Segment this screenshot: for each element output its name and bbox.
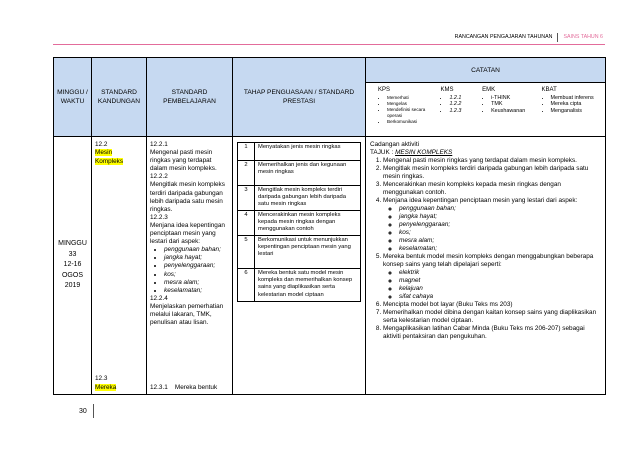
ls-text-1: Mengenal pasti mesin ringkas yang terdapat dalam mesin kompleks.	[150, 149, 217, 173]
list-item: • Memerhati	[387, 95, 440, 101]
week-number: 33	[68, 250, 77, 258]
level-text: Menyatakan jenis mesin ringkas	[255, 143, 361, 161]
content-standard-cell	[92, 137, 147, 395]
level-number: 1	[238, 143, 255, 161]
activity-7: 7. Memerihalkan model dibina dengan kaitan konsep sains yang diaplikasikan serta kelestarian model ciptaan.	[383, 309, 601, 325]
list-item: ◦ kelajuan	[399, 285, 601, 293]
tajuk-value: MESIN KOMPLEKS	[395, 149, 453, 156]
page-header	[340, 31, 603, 43]
notes-cell	[366, 137, 606, 395]
list-item: • mesra alam;	[164, 279, 229, 287]
doc-title: RANCANGAN PENGAJARAN TAHUNAN	[455, 33, 559, 42]
activity-2: 2. Mengitlak mesin kompleks terdiri daripada gabungan lebih daripada satu mesin ringkas.	[383, 165, 601, 181]
performance-table	[237, 142, 361, 302]
list-item: • 1.2.3	[449, 108, 482, 115]
list-item: • Mendefinisi secara operasi	[387, 107, 440, 119]
ls-code-2: 12.2.2	[150, 173, 168, 181]
col-content-standard-header: STANDARD KANDUNGAN	[92, 58, 147, 137]
activity-5: Mereka bentuk model mesin kompleks dengan menggabungkan beberapa konsep sains yang telah dipelajari seperti:	[383, 253, 594, 268]
activity-8: 8. Mengaplikasikan latihan Cabar Minda (Buku Teks ms 206-207) sebagai aktiviti pentaksiran dan pengukuhan.	[383, 325, 601, 341]
list-item: • 1.2.1	[449, 95, 482, 102]
ls-code-4: 12.2.4	[150, 294, 168, 302]
table-row	[238, 211, 361, 236]
list-item: • keselamatan;	[164, 287, 229, 295]
notes-title: Cadangan aktiviti	[370, 141, 420, 148]
table-row	[238, 161, 361, 186]
week-label: MINGGU	[58, 240, 87, 248]
learning-standard-cell	[147, 137, 233, 395]
table-row	[238, 236, 361, 269]
list-item: • i-THINK	[491, 95, 541, 102]
header-divider	[53, 44, 605, 45]
level-text: Mengitlak mesin kompleks terdiri daripada gabungan lebih daripada satu mesin ringkas	[255, 186, 361, 211]
list-item: • Menganalisis	[551, 108, 601, 115]
list-item: • Berkomunikasi	[387, 119, 440, 125]
list-item: ◦ sifat cahaya	[399, 293, 601, 301]
col-notes-header: CATATAN	[366, 58, 606, 83]
ls-text-2: Mengitlak mesin kompleks terdiri daripada gabungan lebih daripada satu mesin ringkas.	[150, 181, 225, 213]
ls-text-3: Menjana idea kepentingan penciptaan mesin yang lestari dari aspek:	[150, 221, 225, 246]
level-text: Berkomunikasi untuk menunjukkan kepentingan penciptaan mesin yang lestari	[255, 236, 361, 269]
col-performance-header: TAHAP PENGUASAAN / STANDARD PRESTASI	[233, 58, 366, 137]
level-number: 3	[238, 186, 255, 211]
col-week-header: MINGGU / WAKTU	[54, 58, 92, 137]
ls-next: 12.3.1 Mereka bentuk	[150, 383, 218, 391]
activity-3: 3. Mencerakinkan mesin kompleks kepada mesin ringkas dengan menggunakan contoh.	[383, 181, 601, 197]
list-item: ◦ keselamatan;	[399, 245, 601, 253]
week-month: OGOS	[61, 271, 83, 279]
table-row	[238, 186, 361, 211]
level-number: 5	[238, 236, 255, 269]
level-text: Mereka bentuk satu model mesin kompleks dan memerihalkan konsep sains yang diaplikasikan serta kelestarian model ciptaan	[255, 269, 361, 302]
activity-4: Menjana idea kepentingan penciptaan mesin yang lestari dari aspek:	[383, 197, 578, 204]
list-item: ◦ magnet	[399, 277, 601, 285]
list-item: ◦ penggunaan bahan;	[399, 205, 601, 213]
kps-title: KPS	[378, 87, 391, 93]
level-number: 2	[238, 161, 255, 186]
content-std-title-2: Kompleks	[95, 157, 124, 165]
activity-6: 6. Mencipta model bot layar (Buku Teks ms 203)	[383, 301, 601, 309]
emk-title: EMK	[482, 87, 496, 93]
level-text: Mencerakinkan mesin kompleks kepada mesin ringkas dengan menggunakan contoh	[255, 211, 361, 236]
content-std-title-1: Mesin	[95, 149, 113, 157]
list-item: • Mereka cipta	[551, 101, 601, 108]
list-item: ◦ kos;	[399, 229, 601, 237]
list-item: ◦ jangka hayat;	[399, 213, 601, 221]
kbat-title: KBAT	[541, 87, 557, 93]
list-item: ◦ elektrik	[399, 269, 601, 277]
level-text: Memerihalkan jenis dan kegunaan mesin ringkas	[255, 161, 361, 186]
table-row	[238, 269, 361, 302]
list-item: • Mengelas	[387, 101, 440, 107]
next-content-std-code: 12.3	[95, 375, 108, 383]
performance-cell	[233, 137, 366, 395]
list-item: ◦ penyelenggaraan;	[399, 221, 601, 229]
week-year: 2019	[64, 282, 81, 290]
list-item: • jangka hayat;	[164, 254, 229, 262]
next-content-std-title: Mereka	[95, 383, 117, 391]
table-row	[238, 143, 361, 161]
list-item: • TMK	[491, 101, 541, 108]
ls-code-3: 12.2.3	[150, 213, 168, 221]
list-item: • penyelenggaraan;	[164, 262, 229, 270]
content-std-code: 12.2	[95, 141, 108, 148]
footer-divider	[93, 404, 94, 418]
list-item: • Keushawanan	[491, 108, 541, 115]
subject-label: SAINS TAHUN 6	[563, 34, 603, 40]
tajuk-label: TAJUK :	[370, 149, 396, 156]
week-cell	[54, 137, 92, 395]
col-learning-standard-header: STANDARD PEMBELAJARAN	[147, 58, 233, 137]
list-item: ◦ mesra alam;	[399, 237, 601, 245]
list-item: • kos;	[164, 271, 229, 279]
list-item: • 1.2.2	[449, 101, 482, 108]
level-number: 6	[238, 269, 255, 302]
level-number: 4	[238, 211, 255, 236]
ls-text-4: Menjelaskan pemerhatian melalui lakaran, TMK, penulisan atau lisan.	[150, 302, 224, 327]
week-dates: 12-16	[63, 261, 82, 269]
list-item: • penggunaan bahan;	[164, 246, 229, 254]
ls-code-1: 12.2.1	[150, 141, 168, 148]
page-footer	[79, 404, 94, 418]
notes-skills-box	[366, 83, 606, 137]
kms-title: KMS	[440, 87, 454, 93]
page-number: 30	[79, 407, 87, 415]
activity-1: 1. Mengenal pasti mesin ringkas yang terdapat dalam mesin kompleks.	[383, 157, 601, 165]
list-item: • Membuat inferens	[551, 95, 601, 102]
lesson-plan-table	[53, 57, 606, 395]
